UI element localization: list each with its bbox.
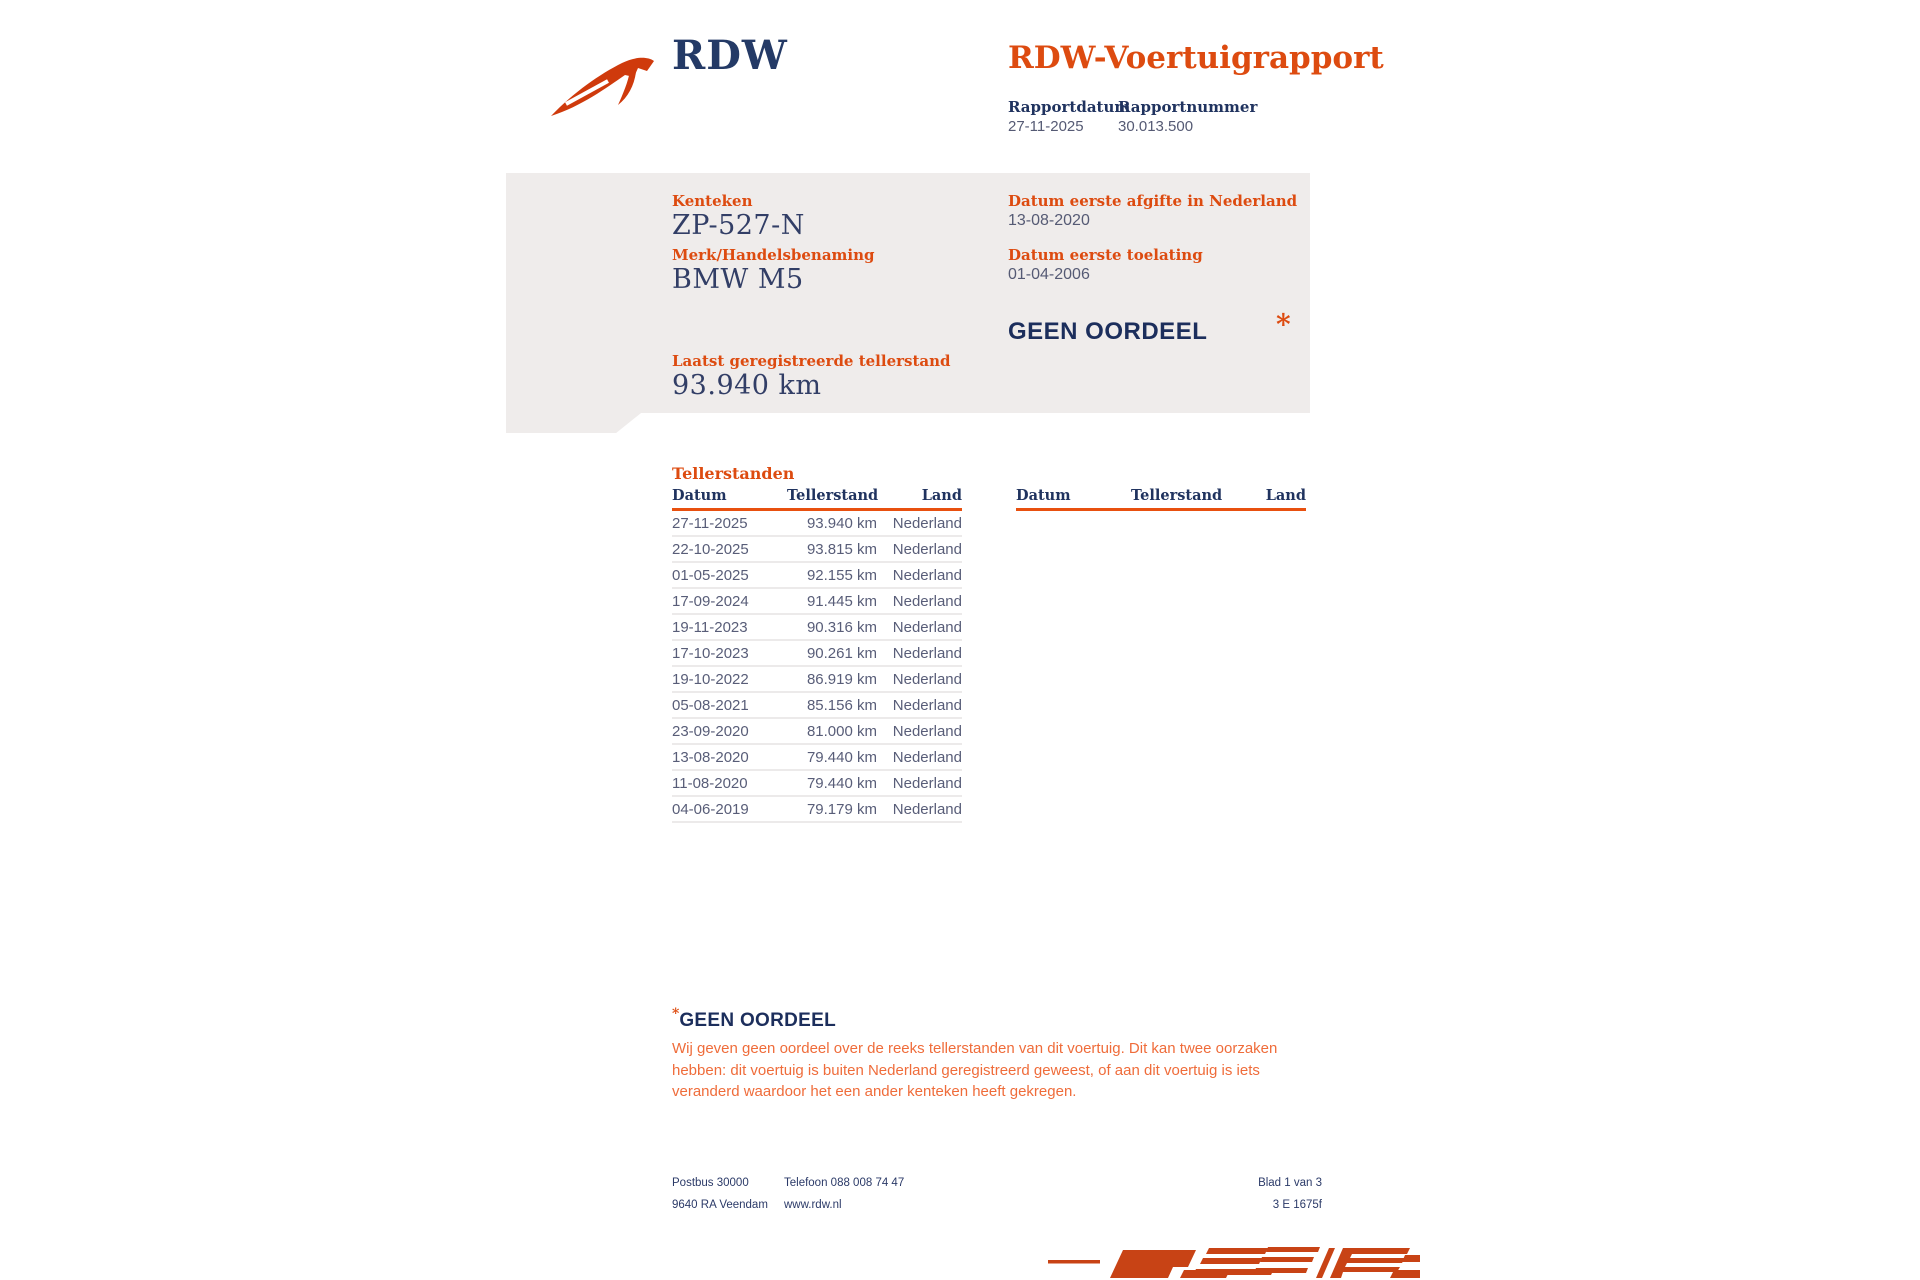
footer-doc-code: 3 E 1675f	[1272, 1199, 1322, 1211]
cell-datum: 04-06-2019	[672, 796, 787, 822]
report-date-value: 27-11-2025	[1008, 118, 1084, 135]
odometer-table-2-empty	[1016, 487, 1306, 511]
toelating-value: 01-04-2006	[1008, 266, 1090, 283]
cell-land: Nederland	[877, 510, 962, 537]
cell-tellerstand: 93.815 km	[787, 536, 877, 562]
verdict-asterisk: *	[1276, 308, 1291, 341]
footer-page-indicator: Blad 1 van 3	[1258, 1177, 1322, 1189]
cell-land: Nederland	[877, 744, 962, 770]
column-header-land-2: Land	[1221, 487, 1306, 510]
cell-tellerstand: 85.156 km	[787, 692, 877, 718]
footer-address-line1: Postbus 30000	[672, 1177, 749, 1189]
report-number-label: Rapportnummer	[1118, 98, 1258, 116]
vehicle-summary-box	[506, 173, 1310, 433]
merk-label: Merk/Handelsbenaming	[672, 246, 875, 264]
cell-tellerstand: 79.440 km	[787, 770, 877, 796]
odometer-table	[672, 487, 962, 823]
afgifte-label: Datum eerste afgifte in Nederland	[1008, 192, 1298, 210]
cell-datum: 17-10-2023	[672, 640, 787, 666]
tellerstanden-section-title: Tellerstanden	[672, 464, 795, 483]
cell-datum: 19-10-2022	[672, 666, 787, 692]
column-header-tellerstand-2: Tellerstand	[1131, 487, 1221, 510]
cell-datum: 05-08-2021	[672, 692, 787, 718]
odometer-table-header-row	[672, 487, 962, 510]
footer-pagination	[1172, 1172, 1322, 1216]
odometer-table-row	[672, 614, 962, 640]
odometer-table-2-header-row	[1016, 487, 1306, 510]
odometer-table-row	[672, 562, 962, 588]
kenteken-label: Kenteken	[672, 192, 753, 210]
footnote-heading	[672, 1006, 836, 1032]
afgifte-value: 13-08-2020	[1008, 212, 1090, 229]
cell-datum: 13-08-2020	[672, 744, 787, 770]
cell-tellerstand: 79.179 km	[787, 796, 877, 822]
cell-tellerstand: 86.919 km	[787, 666, 877, 692]
cell-datum: 17-09-2024	[672, 588, 787, 614]
footer-website: www.rdw.nl	[784, 1199, 842, 1211]
cell-datum: 11-08-2020	[672, 770, 787, 796]
verdict-text: GEEN OORDEEL	[1008, 318, 1208, 345]
cell-datum: 19-11-2023	[672, 614, 787, 640]
kenteken-value: ZP-527-N	[672, 210, 805, 241]
cell-land: Nederland	[877, 614, 962, 640]
odometer-table-row	[672, 692, 962, 718]
odometer-table-row	[672, 744, 962, 770]
footnote-asterisk: *	[672, 1006, 680, 1022]
odometer-table-row	[672, 536, 962, 562]
odometer-table-row	[672, 510, 962, 537]
cell-tellerstand: 93.940 km	[787, 510, 877, 537]
cell-tellerstand: 90.316 km	[787, 614, 877, 640]
footnote-title: GEEN OORDEEL	[679, 1010, 837, 1031]
footer-phone: Telefoon 088 008 74 47	[784, 1177, 905, 1189]
document-title: RDW-Voertuigrapport	[1008, 40, 1384, 76]
cell-tellerstand: 79.440 km	[787, 744, 877, 770]
laatste-tellerstand-label: Laatst geregistreerde tellerstand	[672, 352, 951, 370]
cell-datum: 22-10-2025	[672, 536, 787, 562]
column-header-tellerstand: Tellerstand	[787, 487, 877, 510]
laatste-tellerstand-value: 93.940 km	[672, 370, 822, 401]
cell-tellerstand: 91.445 km	[787, 588, 877, 614]
cell-land: Nederland	[877, 640, 962, 666]
toelating-label: Datum eerste toelating	[1008, 246, 1203, 264]
footer-address	[672, 1172, 768, 1216]
footer-contact	[784, 1172, 904, 1216]
merk-value: BMW M5	[672, 264, 804, 295]
cell-land: Nederland	[877, 666, 962, 692]
cell-datum: 01-05-2025	[672, 562, 787, 588]
cell-datum: 27-11-2025	[672, 510, 787, 537]
footer-address-line2: 9640 RA Veendam	[672, 1199, 768, 1211]
column-header-land: Land	[877, 487, 962, 510]
cell-datum: 23-09-2020	[672, 718, 787, 744]
cell-tellerstand: 81.000 km	[787, 718, 877, 744]
cell-tellerstand: 92.155 km	[787, 562, 877, 588]
report-date-label: Rapportdatum	[1008, 98, 1131, 116]
cell-land: Nederland	[877, 796, 962, 822]
cell-land: Nederland	[877, 562, 962, 588]
cell-land: Nederland	[877, 588, 962, 614]
column-header-datum-2: Datum	[1016, 487, 1131, 510]
cell-tellerstand: 90.261 km	[787, 640, 877, 666]
column-header-datum: Datum	[672, 487, 787, 510]
odometer-table-row	[672, 640, 962, 666]
cell-land: Nederland	[877, 692, 962, 718]
odometer-table-row	[672, 588, 962, 614]
odometer-table-row	[672, 718, 962, 744]
odometer-table-row	[672, 770, 962, 796]
cell-land: Nederland	[877, 770, 962, 796]
rdw-stripes-motif-icon	[1030, 1242, 1420, 1280]
footnote-body: Wij geven geen oordeel over de reeks tellerstanden van dit voertuig. Dit kan twee oorzaken hebben: dit voertuig is buiten Nederland geregistreerd geweest, of aan dit voertuig is iets veranderd waardoor het een ander kenteken heeft gekregen.	[672, 1040, 1278, 1100]
odometer-table-row	[672, 666, 962, 692]
brand-wordmark: RDW	[672, 32, 788, 79]
cell-land: Nederland	[877, 536, 962, 562]
rdw-feather-logo-icon	[548, 48, 660, 122]
odometer-table-row	[672, 796, 962, 822]
report-number-value: 30.013.500	[1118, 118, 1194, 135]
cell-land: Nederland	[877, 718, 962, 744]
